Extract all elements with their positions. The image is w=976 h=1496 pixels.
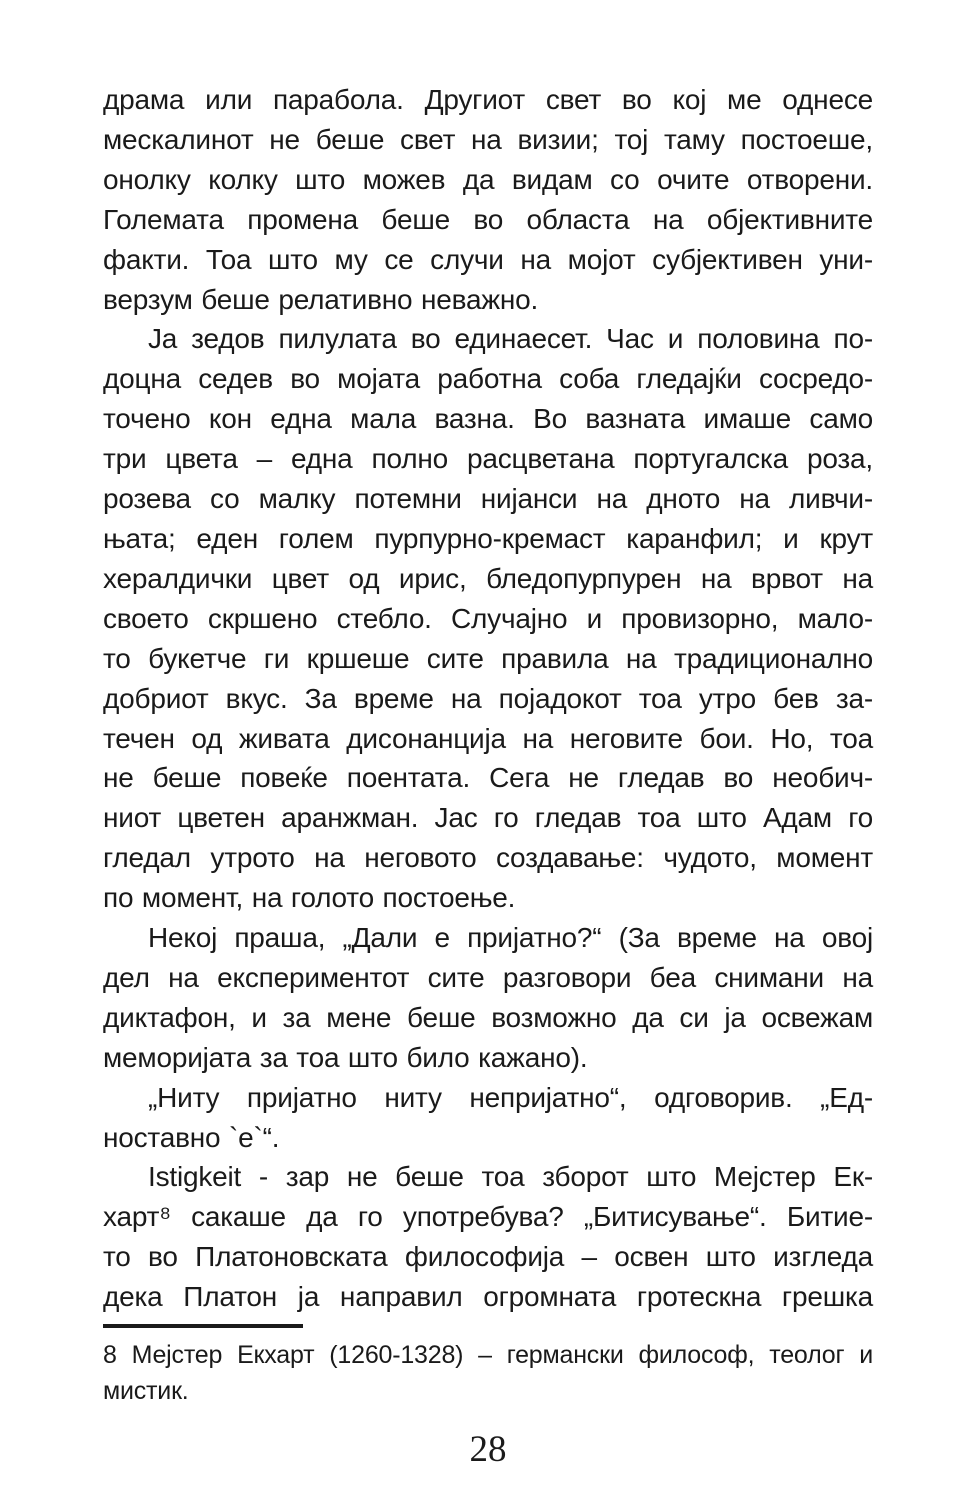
paragraph	[103, 918, 873, 1078]
text-line: харт⁸ сакаше да го употребува? „Битисување“. Битие-	[103, 1201, 873, 1233]
footnote-separator-rule	[103, 1324, 303, 1328]
text-line: добриот вкус. За време на појадокот тоа утро бев за-	[103, 682, 873, 714]
text-line: драма или парабола. Другиот свет во кој ме однесе	[103, 84, 873, 115]
text-line: меморијата за тоа што било кажано).	[103, 1041, 588, 1073]
text-line: ниот цветен аранжман. Јас го гледав тоа што Адам го	[103, 802, 873, 834]
paragraph	[103, 1078, 873, 1158]
footnote	[103, 1324, 873, 1409]
text-line: мескалинот не беше свет на визии; тој таму постоеше,	[103, 123, 873, 155]
text-line: верзум беше релативно неважно.	[103, 283, 539, 315]
text-line: то во Платоновската философија – освен што изгледа	[103, 1241, 873, 1273]
text-line: хералдички цвет од ирис, бледопурпурен на врвот на	[103, 562, 873, 594]
text-line: три цвета – една полно расцветана португалска роза,	[103, 443, 873, 475]
page-text-block	[103, 80, 873, 1317]
paragraph	[103, 1157, 873, 1317]
text-line: „Ниту пријатно ниту непријатно“, одговорив. „Ед-	[148, 1081, 873, 1113]
text-line: течен од живата дисонанција на неговите бои. Но, тоа	[103, 722, 873, 754]
text-line: точено кон една мала вазна. Во вазната имаше само	[103, 403, 873, 435]
text-line: доцна седев во мојата работна соба гледајќи сосредо-	[103, 363, 873, 395]
text-line: Некој праша, „Дали е пријатно?“ (За време на овој	[148, 922, 873, 954]
text-line: Istigkeit - зар не беше тоа зборот што Мејстер Ек-	[148, 1161, 873, 1193]
text-line: дека Платон ја направил огромната гротескна грешка	[103, 1281, 873, 1313]
text-line: розева со малку потемни нијанси на дното на ливчи-	[103, 483, 873, 515]
text-line: онолку колку што можев да видам со очите отворени.	[103, 163, 873, 195]
footnote-line: 8 Мејстер Екхарт (1260-1328) – германски философ, теолог и	[103, 1341, 873, 1369]
text-line: ноставно `е`“.	[103, 1121, 280, 1153]
text-line: њата; еден голем пурпурно-кремаст каранфил; и крут	[103, 522, 873, 554]
text-line: гледал утрото на неговото создавање: чудото, момент	[103, 842, 873, 874]
page-number: 28	[469, 1429, 507, 1470]
paragraph	[103, 80, 873, 319]
text-line: Големата промена беше во областа на објективните	[103, 203, 873, 235]
text-line: не беше повеќе поентата. Сега не гледав во необич-	[103, 762, 873, 794]
footnote-line: мистик.	[103, 1377, 189, 1405]
text-line: дел на експериментот сите разговори беа снимани на	[103, 961, 873, 993]
text-line: диктафон, и за мене беше возможно да си ја освежам	[103, 1001, 873, 1033]
paragraph	[103, 319, 873, 918]
text-line: факти. Тоа што му се случи на мојот субјективен уни-	[103, 243, 873, 275]
text-line: по момент, на голото постоење.	[103, 882, 516, 914]
text-line: Ја зедов пилулата во единаесет. Час и половина по-	[148, 323, 873, 355]
text-line: своето скршено стебло. Случајно и провизорно, мало-	[103, 602, 873, 634]
text-line: то букетче ги кршеше сите правила на традиционално	[103, 642, 873, 674]
